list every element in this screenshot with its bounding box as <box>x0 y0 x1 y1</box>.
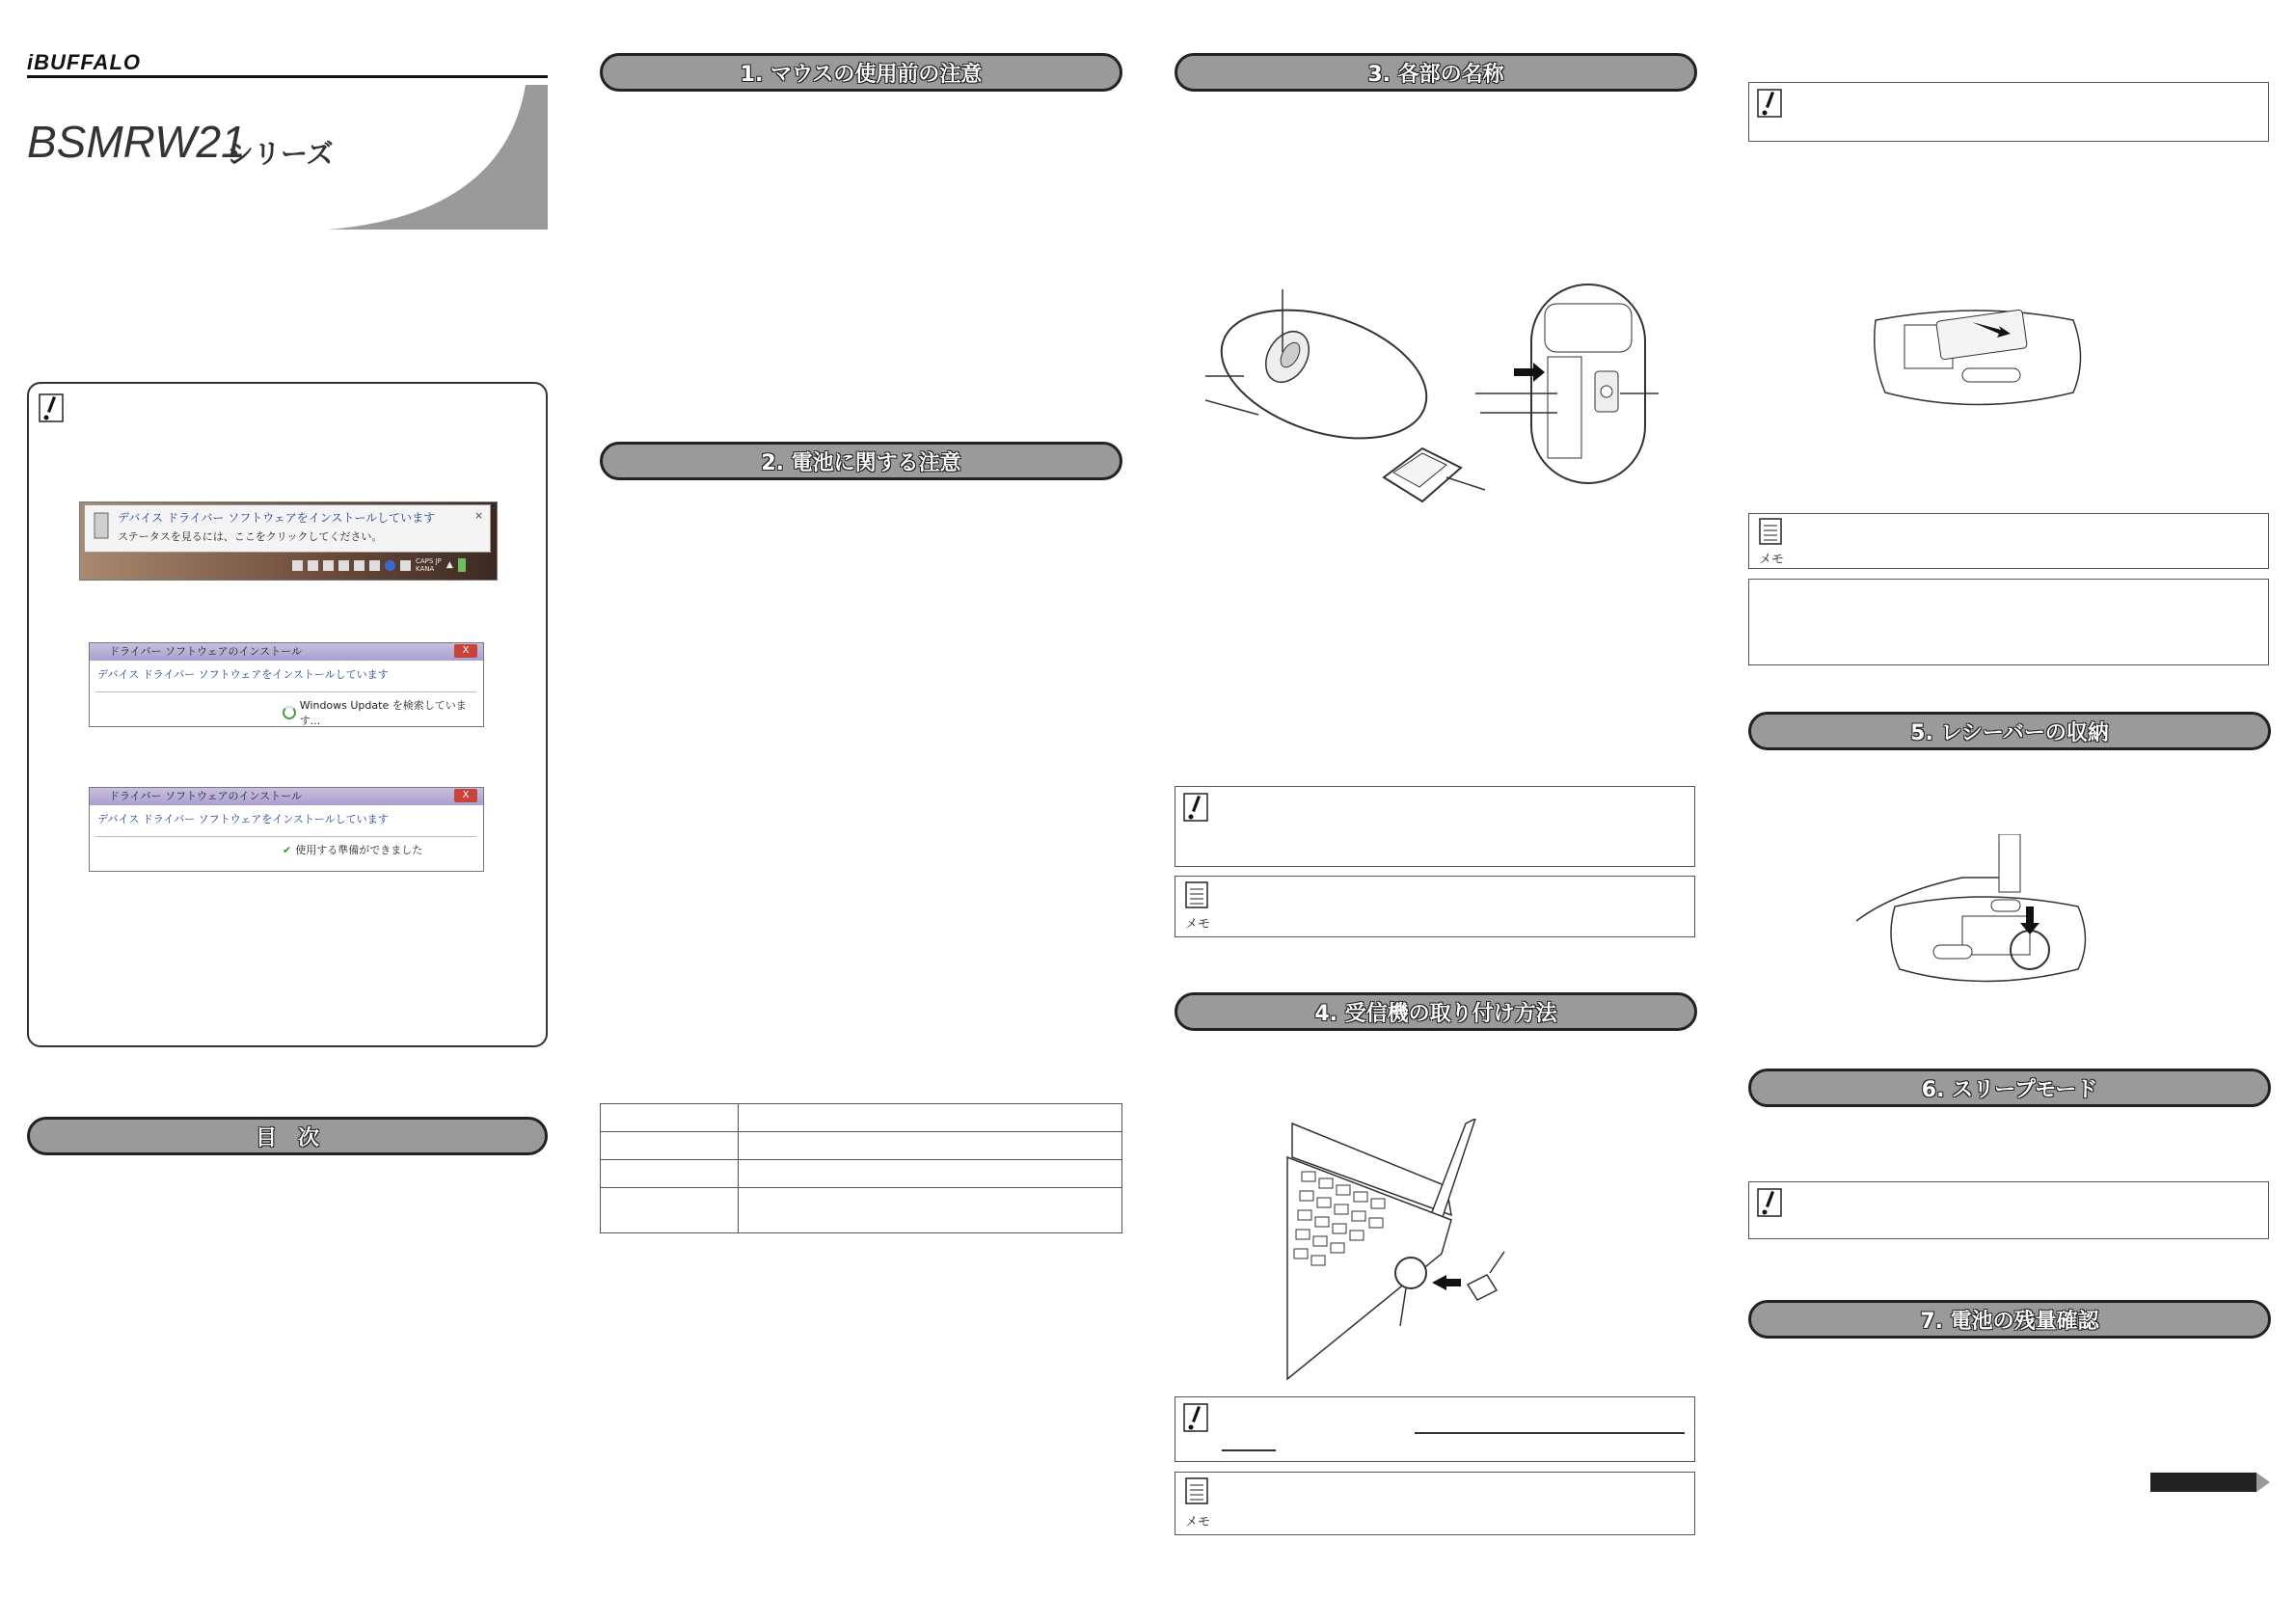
section-header-4: 4. 受信機の取り付け方法 <box>1175 992 1697 1031</box>
memo-label: メモ <box>1759 553 1785 567</box>
tray-icon[interactable] <box>323 560 334 571</box>
dialog-title: ドライバー ソフトウェアのインストール <box>109 645 302 658</box>
dialog-divider <box>95 836 476 837</box>
memo-box <box>1748 513 2269 569</box>
table-cell <box>601 1188 739 1233</box>
dialog-status-text: 使用する準備ができました <box>295 844 423 856</box>
table-row <box>601 1188 1122 1233</box>
brand-logo: iBUFFALO <box>27 50 141 74</box>
section-header-2: 2. 電池に関する注意 <box>600 442 1122 480</box>
table-cell <box>739 1104 1122 1132</box>
show-hidden-icons-icon[interactable]: ▲ <box>446 560 453 570</box>
receiver-storage-diagram <box>1856 834 2107 993</box>
mouse-top-view <box>1205 286 1443 462</box>
notice-box <box>1748 82 2269 142</box>
underline-mark <box>1415 1432 1685 1434</box>
help-icon[interactable] <box>385 560 395 571</box>
table-row <box>601 1160 1122 1188</box>
tray-icon[interactable] <box>400 560 411 571</box>
warning-icon <box>39 393 64 422</box>
table-cell <box>739 1132 1122 1160</box>
battery-insert-diagram <box>1866 301 2088 412</box>
header-decoration <box>328 85 548 230</box>
warning-icon <box>1757 89 1782 118</box>
device-tray-icon[interactable] <box>458 558 466 572</box>
notification-balloon <box>84 504 491 553</box>
tray-icon[interactable] <box>369 560 380 571</box>
table-cell <box>601 1160 739 1188</box>
header-rule <box>27 75 548 78</box>
section-header-5: 5. レシーバーの収納 <box>1748 712 2271 750</box>
table-cell <box>739 1160 1122 1188</box>
info-box <box>1748 579 2269 665</box>
section-header-1: 1. マウスの使用前の注意 <box>600 53 1122 92</box>
device-icon <box>91 511 112 540</box>
searching-spinner-icon <box>283 706 296 719</box>
notification-title: デバイス ドライバー ソフトウェアをインストールしています <box>118 511 436 525</box>
install-notification-screenshot <box>79 501 498 581</box>
notice-box <box>1748 1181 2269 1239</box>
notice-box <box>1175 1396 1695 1462</box>
memo-icon <box>1183 1477 1212 1516</box>
laptop-receiver-diagram <box>1283 1119 1553 1384</box>
dialog-status-text: Windows Update を検索しています... <box>299 699 467 727</box>
warning-icon <box>1757 1188 1782 1217</box>
notice-box <box>1175 786 1695 867</box>
tray-icon[interactable] <box>354 560 365 571</box>
memo-label: メモ <box>1185 1515 1211 1529</box>
driver-dialog-searching <box>89 642 484 727</box>
usb-receiver <box>1384 448 1485 501</box>
tray-icon[interactable] <box>338 560 349 571</box>
dialog-title: ドライバー ソフトウェアのインストール <box>109 790 302 802</box>
notification-close-button[interactable]: × <box>474 509 484 522</box>
section-header-3: 3. 各部の名称 <box>1175 53 1697 92</box>
dialog-message: デバイス ドライバー ソフトウェアをインストールしています <box>97 813 389 826</box>
section-header-toc: 目 次 <box>27 1117 548 1155</box>
checkmark-icon: ✔ <box>283 843 292 856</box>
parts-diagram <box>1205 280 1668 521</box>
table-cell <box>601 1132 739 1160</box>
table-cell <box>601 1104 739 1132</box>
underline-mark <box>1222 1449 1276 1451</box>
ime-indicator[interactable]: CAPS JP KANA <box>416 557 442 573</box>
dialog-titlebar <box>90 788 483 805</box>
memo-box <box>1175 1472 1695 1535</box>
dialog-close-button[interactable]: X <box>454 644 477 658</box>
notification-subtitle: ステータスを見るには、ここをクリックしてください。 <box>118 530 383 543</box>
product-model: BSMRW21 <box>27 117 246 167</box>
memo-box <box>1175 876 1695 937</box>
dialog-status-row <box>283 697 483 728</box>
taskbar-tray <box>292 555 490 576</box>
table-row <box>601 1132 1122 1160</box>
dialog-titlebar <box>90 643 483 661</box>
warning-icon <box>1183 793 1208 822</box>
tray-icon[interactable] <box>308 560 318 571</box>
spec-table <box>600 1103 1122 1233</box>
driver-dialog-ready <box>89 787 484 872</box>
section-header-7: 7. 電池の残量確認 <box>1748 1300 2271 1339</box>
next-page-arrow-icon[interactable] <box>2150 1471 2271 1494</box>
driver-install-notice-box <box>27 382 548 1047</box>
product-series: シリーズ <box>227 138 334 170</box>
dialog-divider <box>95 691 476 692</box>
warning-icon <box>1183 1403 1208 1432</box>
dialog-message: デバイス ドライバー ソフトウェアをインストールしています <box>97 668 389 681</box>
table-row <box>601 1104 1122 1132</box>
mouse-bottom-view <box>1475 284 1659 483</box>
dialog-close-button[interactable]: X <box>454 789 477 802</box>
section-header-6: 6. スリープモード <box>1748 1069 2271 1107</box>
tray-icon[interactable] <box>292 560 303 571</box>
table-cell <box>739 1188 1122 1233</box>
memo-label: メモ <box>1185 917 1211 932</box>
dialog-status-row <box>283 842 422 857</box>
